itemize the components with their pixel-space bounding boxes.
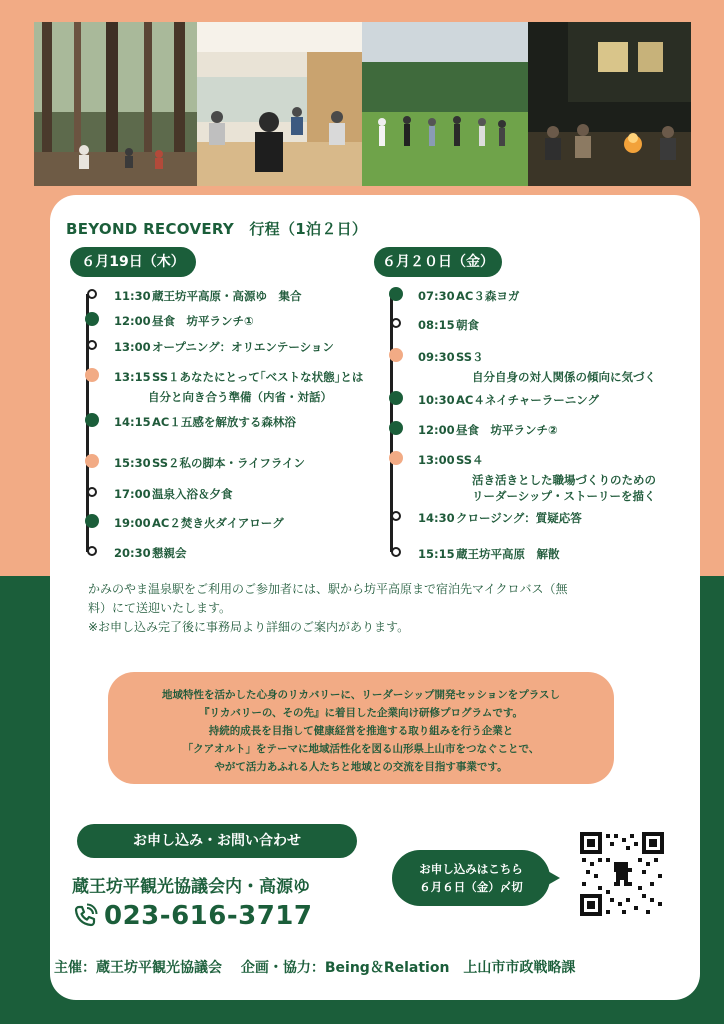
event-time: 10:30 xyxy=(418,393,455,407)
shuttle-note xyxy=(88,580,648,637)
day2-event xyxy=(418,452,656,504)
event-label: クロージング：質疑応答 xyxy=(456,511,582,525)
event-time: 12:00 xyxy=(418,423,455,437)
timeline-dot xyxy=(389,348,403,362)
event-time: 13:15 xyxy=(114,370,151,384)
contact-organization: 蔵王坊平観光協議会内・高源ゆ xyxy=(72,877,310,897)
event-label: 朝食 xyxy=(456,318,479,332)
event-label: 昼食 坊平ランチ② xyxy=(456,423,558,437)
summary-line: 地域特性を活かした心身のリカバリーに、リーダーシップ開発セッションをプラスし xyxy=(162,689,560,701)
timeline-dot xyxy=(391,547,401,557)
campfire-photo xyxy=(528,22,691,186)
event-label: SS１あなたにとって｢ベストな状態｣とは xyxy=(152,370,364,384)
summary-line: 『リカバリーの、その先』に着目した企業向け研修プログラムです。 xyxy=(198,707,524,719)
event-time: 15:30 xyxy=(114,456,151,470)
timeline-dot xyxy=(389,287,403,301)
timeline-dot xyxy=(85,368,99,382)
day2-event xyxy=(418,317,479,333)
note-line: かみのやま温泉駅をご利用のご参加者には、駅から坊平高原まで宿泊先マイクロバス（無 xyxy=(88,582,568,596)
contact-heading: お申し込み・お問い合わせ xyxy=(77,824,357,858)
day1-label: ６月19日（木） xyxy=(70,247,196,277)
day1-event xyxy=(114,486,233,502)
forest-photo xyxy=(34,22,197,186)
apply-deadline: ６月６日（金）〆切 xyxy=(419,880,523,894)
timeline-dot xyxy=(85,312,99,326)
event-label: 温泉入浴＆夕食 xyxy=(152,487,233,501)
event-label: 蔵王坊平高原・高源ゆ 集合 xyxy=(152,289,302,303)
timeline-dot xyxy=(389,451,403,465)
event-time: 19:00 xyxy=(114,516,151,530)
event-label: AC４ネイチャーラーニング xyxy=(456,393,600,407)
event-time: 11:30 xyxy=(114,289,151,303)
timeline-dot xyxy=(389,391,403,405)
bubble-tail xyxy=(546,870,560,886)
timeline-dot xyxy=(87,487,97,497)
day2-event xyxy=(418,349,656,385)
meeting-room-photo xyxy=(197,22,362,186)
day2-event xyxy=(418,392,599,408)
day1-event xyxy=(114,339,334,355)
event-time: 15:15 xyxy=(418,547,455,561)
schedule-title: BEYOND RECOVERY 行程（1泊２日） xyxy=(66,220,368,238)
day2-event xyxy=(418,422,558,438)
timeline-dot xyxy=(87,340,97,350)
timeline-dot xyxy=(85,514,99,528)
event-label: 蔵王坊平高原 解散 xyxy=(456,547,560,561)
event-label: SS４ xyxy=(456,453,484,467)
program-summary xyxy=(108,672,614,784)
day1-event xyxy=(114,455,305,471)
event-sub-label: 活き活きとした職場づくりのための リーダーシップ・ストーリーを描く xyxy=(472,473,656,503)
field-exercise-photo xyxy=(362,22,528,186)
timeline-dot xyxy=(85,454,99,468)
event-sub-label: 自分自身の対人関係の傾向に気づく xyxy=(472,370,656,384)
timeline-dot xyxy=(85,413,99,427)
apply-bubble xyxy=(392,850,550,906)
timeline-dot xyxy=(391,318,401,328)
event-label: AC２焚き火ダイアローグ xyxy=(152,516,284,530)
phone-icon xyxy=(72,903,98,929)
timeline-dot xyxy=(87,546,97,556)
event-time: 09:30 xyxy=(418,350,455,364)
event-time: 14:30 xyxy=(418,511,455,525)
summary-line: 「クアオルト」をテーマに地域活性化を図る山形県上山市をつなぐことで、 xyxy=(182,743,540,755)
timeline-dot xyxy=(87,289,97,299)
event-time: 13:00 xyxy=(114,340,151,354)
day1-event xyxy=(114,369,363,405)
day2-event xyxy=(418,546,560,562)
contact-phone[interactable] xyxy=(72,898,313,934)
day1-event xyxy=(114,414,296,430)
event-time: 07:30 xyxy=(418,289,455,303)
event-time: 12:00 xyxy=(114,314,151,328)
organizer-credits: 主催：蔵王坊平観光協議会 企画・協力：Being＆Relation 上山市市政戦略課 xyxy=(54,960,576,976)
timeline-dot xyxy=(391,511,401,521)
event-time: 20:30 xyxy=(114,546,151,560)
summary-line: 持続的成長を目指して健康経営を推進する取り組みを行う企業と xyxy=(208,725,514,737)
event-label: SS３ xyxy=(456,350,484,364)
day1-event xyxy=(114,515,284,531)
timeline-dot xyxy=(389,421,403,435)
event-label: AC１五感を解放する森林浴 xyxy=(152,415,296,429)
event-time: 17:00 xyxy=(114,487,151,501)
event-time: 08:15 xyxy=(418,318,455,332)
event-label: オープニング：オリエンテーション xyxy=(152,340,334,354)
note-line: ※お申し込み完了後に事務局より詳細のご案内があります。 xyxy=(88,620,410,634)
event-time: 13:00 xyxy=(418,453,455,467)
day1-event xyxy=(114,313,254,329)
day2-event xyxy=(418,510,582,526)
day1-event xyxy=(114,288,302,304)
day1-event xyxy=(114,545,187,561)
event-label: SS２私の脚本・ライフライン xyxy=(152,456,306,470)
event-time: 14:15 xyxy=(114,415,151,429)
day2-label: ６月２０日（金） xyxy=(374,247,502,277)
event-sub-label: 自分と向き合う準備（内省・対話） xyxy=(148,390,332,404)
note-line: 料）にて送迎いたします。 xyxy=(88,601,232,615)
day2-event xyxy=(418,288,519,304)
qr-code[interactable] xyxy=(580,832,664,916)
event-label: 昼食 坊平ランチ① xyxy=(152,314,254,328)
phone-number[interactable]: 023-616-3717 xyxy=(104,901,313,931)
event-label: 懇親会 xyxy=(152,546,187,560)
summary-line: やがて活力あふれる人たちと地域との交流を目指す事業です。 xyxy=(214,761,508,773)
apply-label: お申し込みはこちら xyxy=(419,862,523,876)
event-label: AC３森ヨガ xyxy=(456,289,520,303)
